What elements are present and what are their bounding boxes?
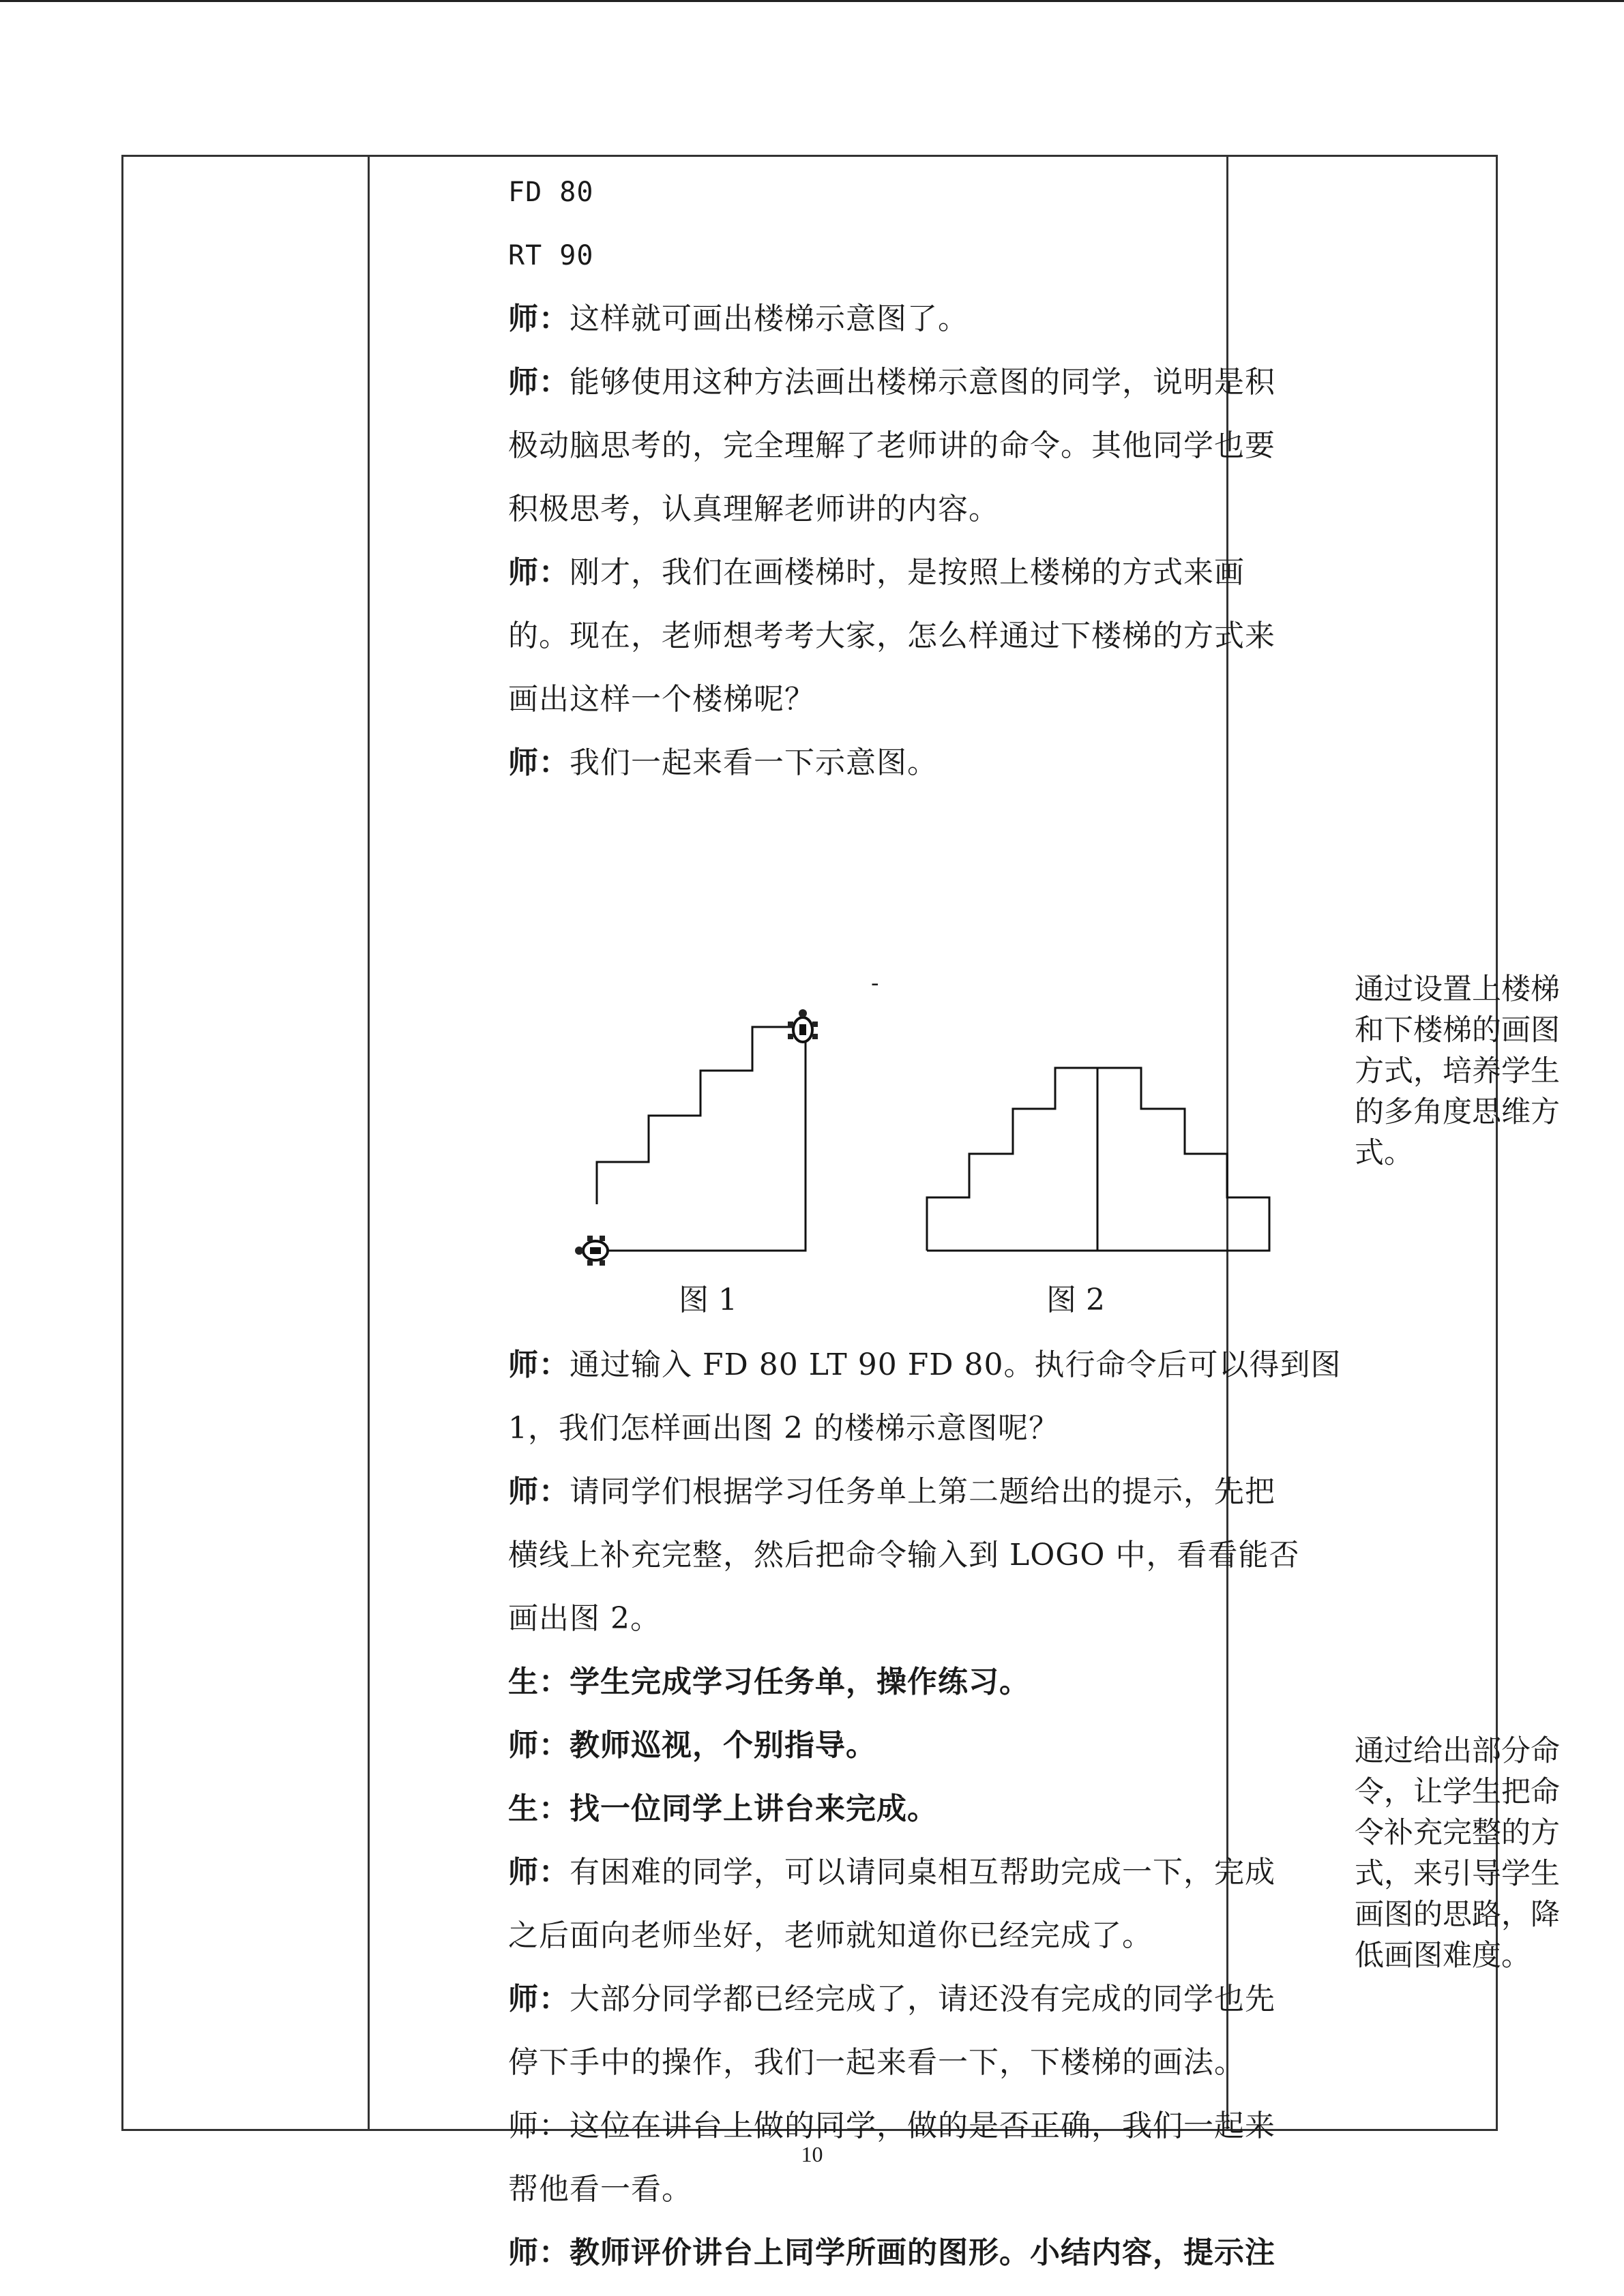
stray-mark: - bbox=[871, 970, 879, 997]
text-line bbox=[508, 2032, 1245, 2093]
line-text: 教师评价讲台上同学所画的图形。小结内容，提示注 bbox=[570, 2235, 1275, 2270]
text-line bbox=[508, 1525, 1299, 1586]
speaker-label: 生： bbox=[508, 1665, 570, 1699]
line-text: 帮他看一看。 bbox=[508, 2172, 692, 2207]
line-text: 之后面向老师坐好，老师就知道你已经完成了。 bbox=[508, 1918, 1153, 1953]
line-text: 积极思考，认真理解老师讲的内容。 bbox=[508, 492, 999, 526]
design-intent-column bbox=[1355, 157, 1560, 2129]
line-text: 画出图 2。 bbox=[508, 1601, 661, 1636]
line-text: 找一位同学上讲台来完成。 bbox=[570, 1791, 938, 1826]
line-text: 的。现在，老师想考考大家，怎么样通过下楼梯的方式来 bbox=[508, 618, 1275, 653]
text-line bbox=[508, 669, 815, 730]
note-line: 低画图难度。 bbox=[1355, 1939, 1531, 1973]
line-text: 教师巡视，个别指导。 bbox=[570, 1728, 876, 1763]
speaker-label: 师： bbox=[508, 1728, 570, 1763]
note-line: 式。 bbox=[1355, 1136, 1413, 1170]
speaker-label: 师： bbox=[508, 1855, 570, 1890]
text-line bbox=[508, 1588, 661, 1650]
line-text: 师：这位在讲台上做的同学，做的是否正确，我们一起来 bbox=[508, 2108, 1275, 2143]
note-line: 令，让学生把命 bbox=[1355, 1775, 1560, 1809]
text-line bbox=[508, 1335, 1341, 1396]
text-line bbox=[508, 1905, 1153, 1967]
note-line: 通过设置上楼梯 bbox=[1355, 972, 1560, 1007]
turtle-icon-top bbox=[788, 1009, 818, 1042]
line-text: 停下手中的操作，我们一起来看一下，下楼梯的画法。 bbox=[508, 2045, 1245, 2080]
figure-2-caption: 图 2 bbox=[1046, 1283, 1105, 1317]
line-text: 通过输入 FD 80 LT 90 FD 80。执行命令后可以得到图 bbox=[570, 1347, 1342, 1382]
text-line bbox=[508, 1715, 876, 1776]
speaker-label: 师： bbox=[508, 1474, 570, 1509]
note-line: 通过给出部分命 bbox=[1355, 1734, 1560, 1768]
figure-1-caption: 图 1 bbox=[679, 1283, 737, 1317]
text-line bbox=[508, 352, 1275, 413]
text-line bbox=[508, 542, 1245, 603]
page-top-border bbox=[0, 0, 1624, 2]
line-text: 学生完成学习任务单，操作练习。 bbox=[570, 1665, 1030, 1699]
text-line bbox=[508, 288, 969, 350]
line-text: FD 80 bbox=[508, 177, 594, 208]
line-text: 画出这样一个楼梯呢？ bbox=[508, 682, 815, 717]
speaker-label: 师： bbox=[508, 1347, 570, 1382]
page-number: 10 bbox=[801, 2142, 823, 2166]
note-line: 令补充完整的方 bbox=[1355, 1816, 1560, 1850]
text-line bbox=[508, 1969, 1275, 2030]
figures-svg bbox=[508, 996, 1342, 1282]
speaker-label: 师： bbox=[508, 2235, 570, 2270]
text-line bbox=[508, 225, 593, 286]
text-line bbox=[508, 479, 999, 540]
text-line bbox=[508, 732, 938, 794]
line-text: 1，我们怎样画出图 2 的楼梯示意图呢？ bbox=[508, 1411, 1059, 1446]
note-line: 画图的思路，降 bbox=[1355, 1898, 1560, 1932]
figure-2-staircase bbox=[927, 1068, 1269, 1251]
note-line: 式，来引导学生 bbox=[1355, 1857, 1560, 1891]
line-text: 极动脑思考的，完全理解了老师讲的命令。其他同学也要 bbox=[508, 428, 1275, 463]
speaker-label: 师： bbox=[508, 365, 570, 400]
figure-1-staircase bbox=[597, 1027, 806, 1251]
column-divider-1 bbox=[368, 157, 370, 2129]
line-text: 能够使用这种方法画出楼梯示意图的同学，说明是积 bbox=[570, 365, 1275, 400]
text-line bbox=[508, 162, 593, 223]
text-line bbox=[508, 2159, 692, 2220]
line-text: 刚才，我们在画楼梯时，是按照上楼梯的方式来画 bbox=[570, 555, 1245, 590]
note-line: 方式，培养学生 bbox=[1355, 1054, 1560, 1088]
line-text: 我们一起来看一下示意图。 bbox=[570, 745, 938, 780]
text-line bbox=[508, 1652, 1030, 1713]
staircase-figures bbox=[508, 970, 1342, 1337]
text-line bbox=[508, 606, 1275, 667]
text-line bbox=[508, 2222, 1275, 2284]
line-text: 大部分同学都已经完成了，请还没有完成的同学也先 bbox=[570, 1982, 1275, 2016]
line-text: 这样就可画出楼梯示意图了。 bbox=[570, 301, 969, 336]
line-text: 请同学们根据学习任务单上第二题给出的提示，先把 bbox=[570, 1474, 1275, 1509]
speaker-label: 生： bbox=[508, 1791, 570, 1826]
text-line bbox=[508, 1461, 1275, 1523]
text-line bbox=[508, 1842, 1275, 1903]
speaker-label: 师： bbox=[508, 555, 570, 590]
line-text: RT 90 bbox=[508, 240, 594, 271]
line-text: 有困难的同学，可以请同桌相互帮助完成一下，完成 bbox=[570, 1855, 1275, 1890]
speaker-label: 师： bbox=[508, 301, 570, 336]
note-line: 和下楼梯的画图 bbox=[1355, 1013, 1560, 1047]
speaker-label: 师： bbox=[508, 745, 570, 780]
text-line bbox=[508, 1778, 938, 1840]
text-line bbox=[508, 1398, 1059, 1459]
note-line: 的多角度思维方 bbox=[1355, 1095, 1560, 1129]
text-line bbox=[508, 415, 1275, 477]
speaker-label: 师： bbox=[508, 1982, 570, 2016]
line-text: 横线上补充完整，然后把命令输入到 LOGO 中，看看能否 bbox=[508, 1538, 1300, 1572]
turtle-icon-bottom bbox=[575, 1236, 608, 1266]
